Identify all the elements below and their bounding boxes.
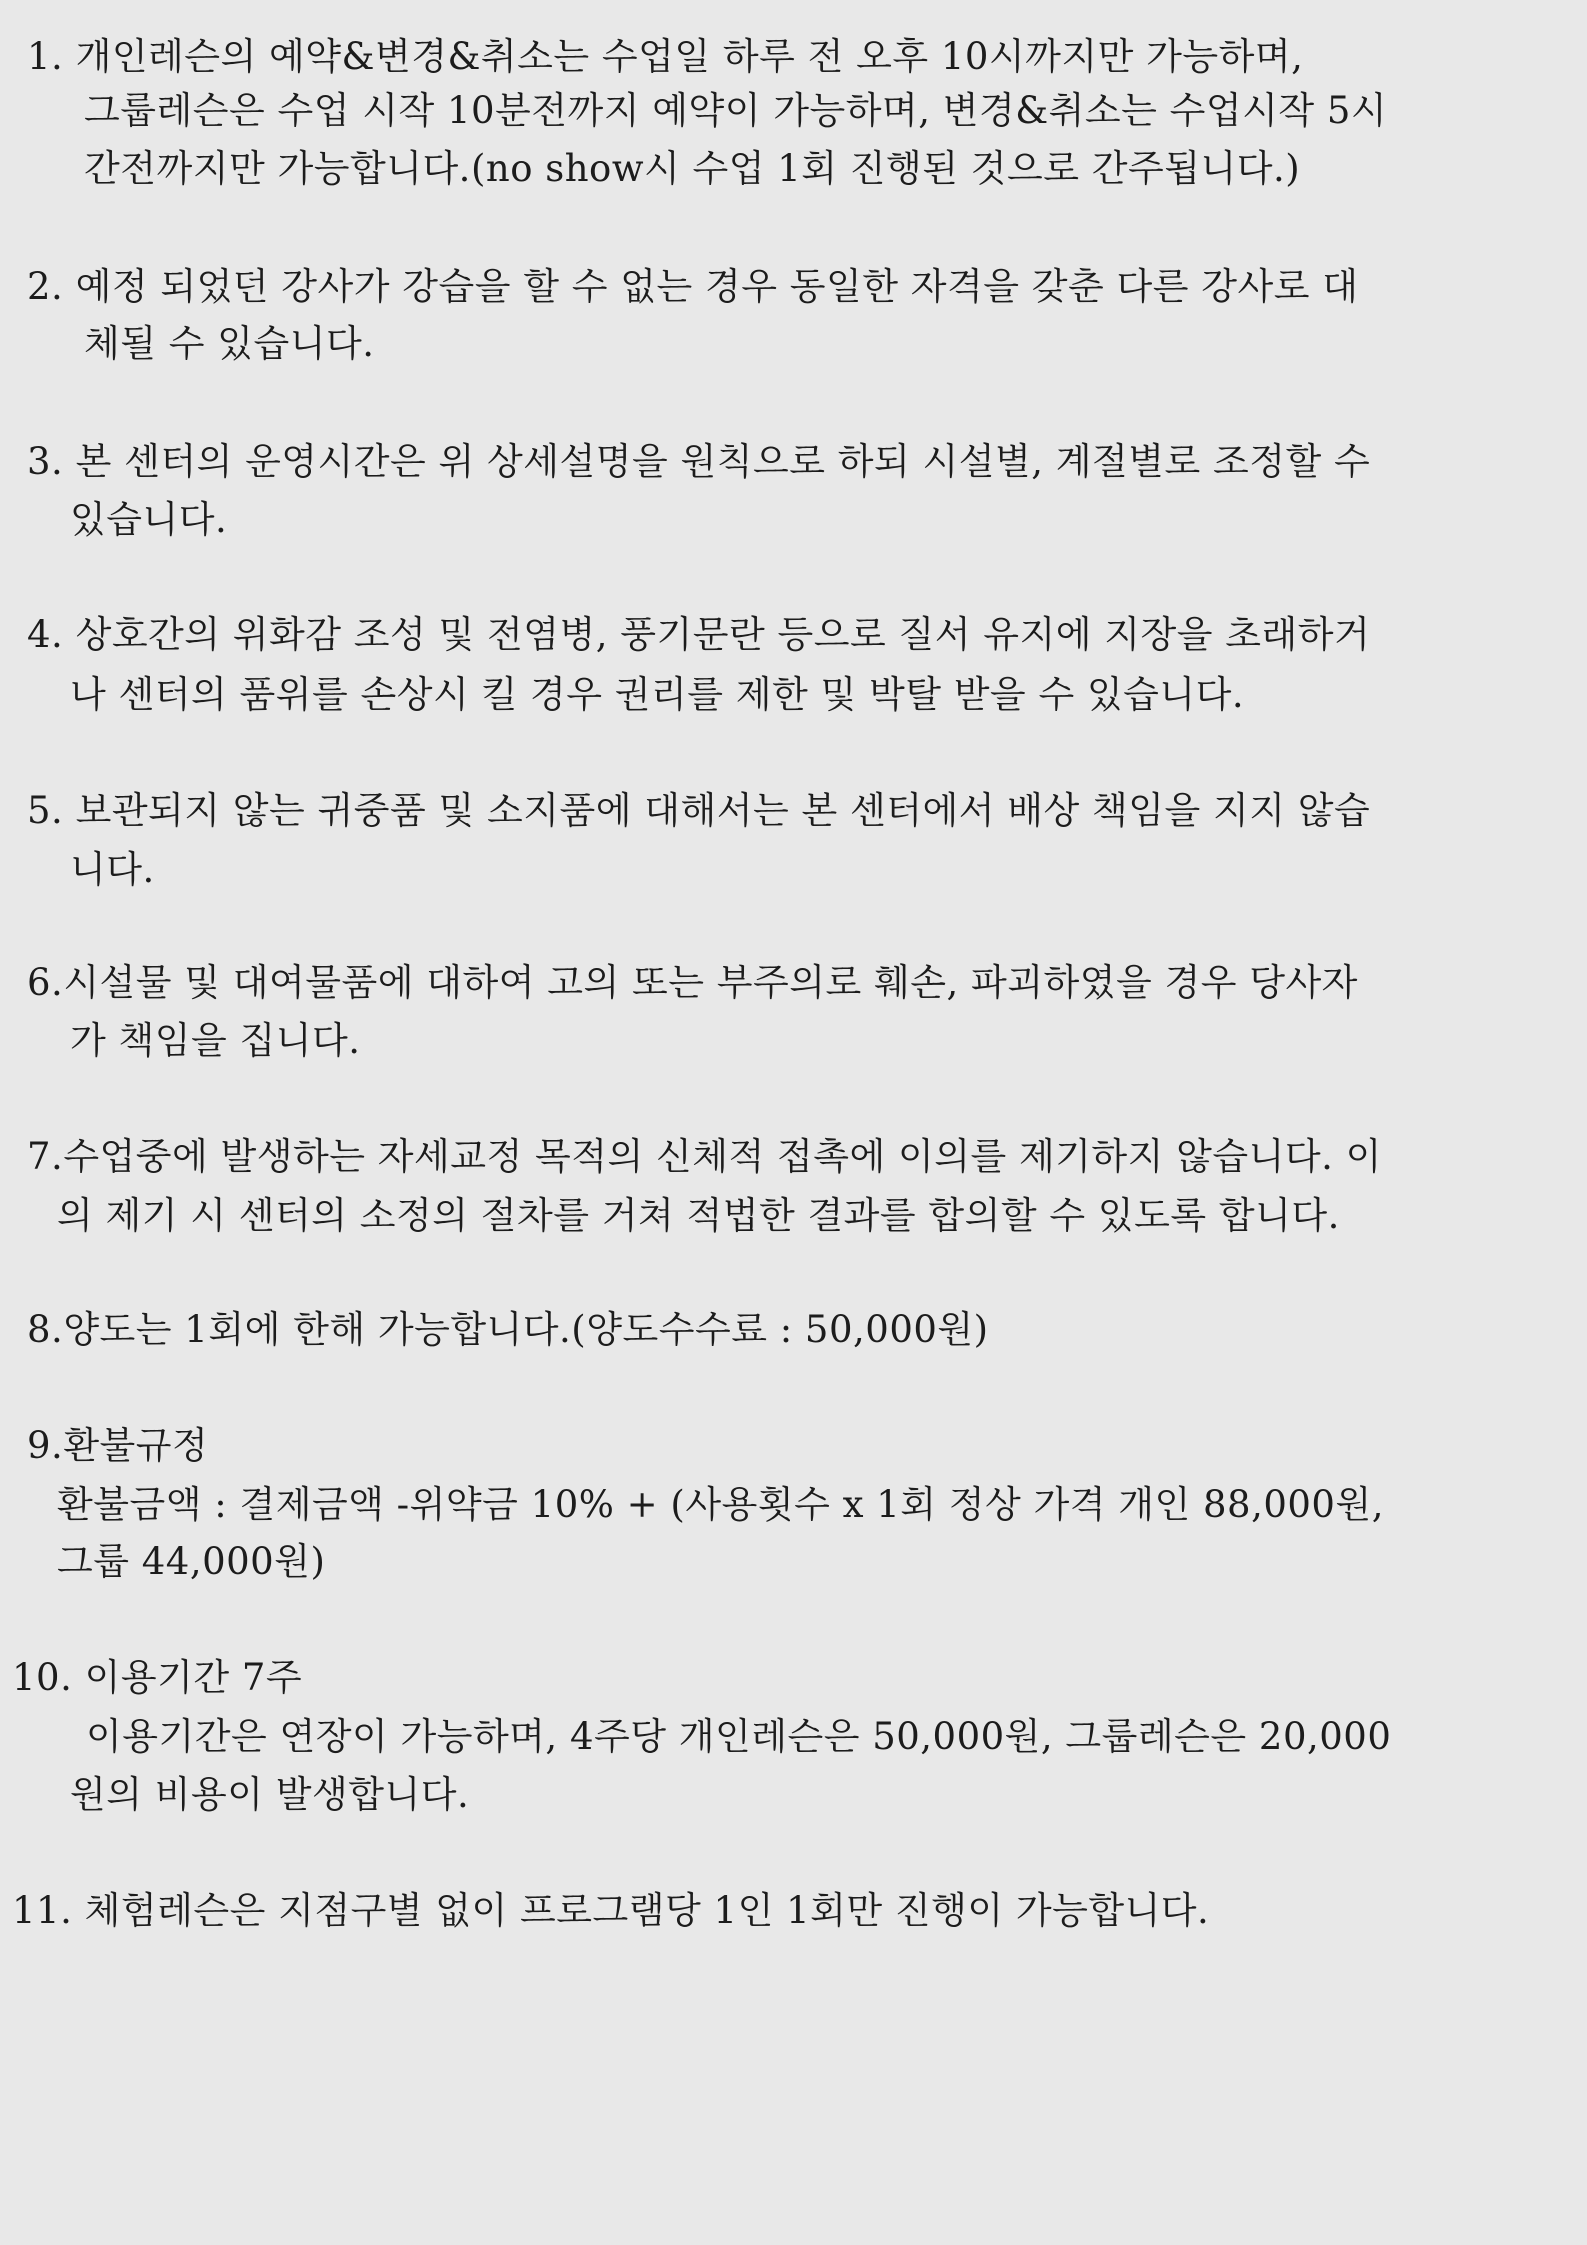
rule-number: 3. — [27, 440, 64, 483]
rule-number: 6. — [27, 961, 64, 1004]
rule-number: 7. — [27, 1135, 64, 1178]
rule-3-line-2: 있습니다. — [70, 498, 228, 541]
rule-6-line-2: 가 책임을 집니다. — [70, 1019, 361, 1062]
rule-8-line-1 — [27, 1305, 989, 1355]
rule-text: 양도는 1회에 한해 가능합니다.(양도수수료 : 50,000원) — [63, 1308, 989, 1351]
rule-number: 10. — [12, 1656, 73, 1699]
rule-number: 5. — [27, 789, 64, 832]
rule-text: 환불규정 — [63, 1424, 209, 1467]
rule-10-line-1 — [12, 1653, 302, 1703]
rule-number: 1. — [27, 35, 64, 78]
rule-7-line-2: 의 제기 시 센터의 소정의 절차를 거쳐 적법한 결과를 합의할 수 있도록 합니다. — [57, 1194, 1340, 1237]
rule-text: 체험레슨은 지점구별 없이 프로그램당 1인 1회만 진행이 가능합니다. — [84, 1889, 1210, 1932]
rule-10-line-3: 원의 비용이 발생합니다. — [70, 1773, 470, 1816]
rule-number: 2. — [27, 265, 64, 308]
rule-number: 4. — [27, 613, 64, 656]
rule-3-line-1 — [27, 437, 1370, 487]
rule-text: 예정 되었던 강사가 강습을 할 수 없는 경우 동일한 자격을 갖춘 다른 강사로 대 — [75, 265, 1359, 308]
rule-9-line-1 — [27, 1421, 208, 1471]
rule-1-line-1 — [27, 32, 1303, 82]
rule-1-line-3: 간전까지만 가능합니다.(no show시 수업 1회 진행된 것으로 간주됩니다.) — [84, 147, 1301, 190]
rule-text: 이용기간 7주 — [84, 1656, 303, 1699]
rule-11-line-1 — [12, 1886, 1209, 1936]
rule-4-line-1 — [27, 610, 1370, 660]
rule-7-line-1 — [27, 1132, 1382, 1182]
rule-9-line-3: 그룹 44,000원) — [57, 1540, 326, 1583]
rule-text: 시설물 및 대여물품에 대하여 고의 또는 부주의로 훼손, 파괴하였을 경우 당사자 — [63, 961, 1358, 1004]
rule-10-line-2: 이용기간은 연장이 가능하며, 4주당 개인레슨은 50,000원, 그룹레슨은 20,000 — [86, 1715, 1392, 1758]
rule-5-line-2: 니다. — [70, 848, 155, 891]
rule-number: 9. — [27, 1424, 64, 1467]
rule-text: 수업중에 발생하는 자세교정 목적의 신체적 접촉에 이의를 제기하지 않습니다. 이 — [63, 1135, 1382, 1178]
rule-text: 상호간의 위화감 조성 및 전염병, 풍기문란 등으로 질서 유지에 지장을 초래하거 — [75, 613, 1371, 656]
rule-text: 본 센터의 운영시간은 위 상세설명을 원칙으로 하되 시설별, 계절별로 조정할 수 — [75, 440, 1371, 483]
rule-2-line-2: 체될 수 있습니다. — [84, 322, 375, 365]
rule-text: 보관되지 않는 귀중품 및 소지품에 대해서는 본 센터에서 배상 책임을 지지 않습 — [75, 789, 1371, 832]
rule-text: 개인레슨의 예약&변경&취소는 수업일 하루 전 오후 10시까지만 가능하며, — [75, 35, 1304, 78]
rule-5-line-1 — [27, 786, 1370, 836]
rule-9-line-2: 환불금액 : 결제금액 -위약금 10% + (사용횟수 x 1회 정상 가격 개인 88,000원, — [57, 1483, 1384, 1526]
rule-1-line-2: 그룹레슨은 수업 시작 10분전까지 예약이 가능하며, 변경&취소는 수업시작 5시 — [84, 89, 1388, 132]
rule-4-line-2: 나 센터의 품위를 손상시 킬 경우 권리를 제한 및 박탈 받을 수 있습니다. — [70, 673, 1245, 716]
rule-2-line-1 — [27, 262, 1358, 312]
rule-6-line-1 — [27, 958, 1358, 1008]
rule-number: 8. — [27, 1308, 64, 1351]
rule-number: 11. — [12, 1889, 73, 1932]
